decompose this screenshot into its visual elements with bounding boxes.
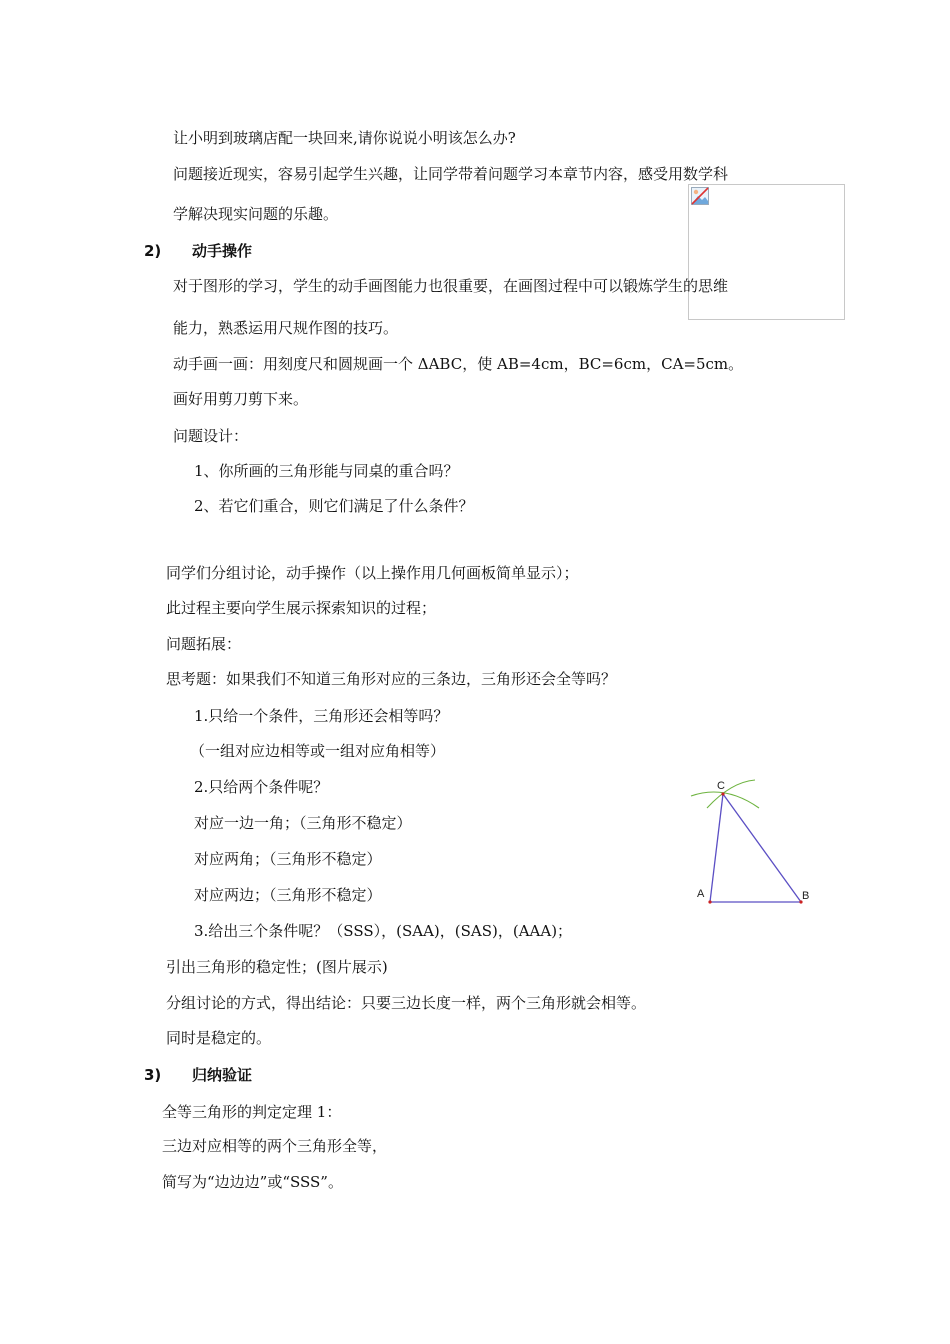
compass-arc-1 <box>691 792 759 808</box>
list-item: 1.只给一个条件，三角形还会相等吗？ <box>194 707 449 725</box>
paragraph-line: 三边对应相等的两个三角形全等， <box>162 1137 388 1155</box>
list-item: 2、若它们重合，则它们满足了什么条件？ <box>194 497 474 515</box>
paragraph-line: 简写为“边边边”或“SSS”。 <box>162 1173 343 1191</box>
paragraph-line: 对于图形的学习，学生的动手画图能力也很重要，在画图过程中可以锻炼学生的思维 <box>173 277 729 295</box>
point-c <box>721 792 724 795</box>
point-a <box>708 900 711 903</box>
list-item: 1、你所画的三角形能与同桌的重合吗？ <box>194 462 459 480</box>
section-number: 3) <box>144 1066 162 1084</box>
paragraph-line: 画好用剪刀剪下来。 <box>173 390 309 408</box>
list-item: （一组对应边相等或一组对应角相等） <box>190 742 446 760</box>
label-b: B <box>802 890 810 902</box>
paragraph-line: 思考题：如果我们不知道三角形对应的三条边，三角形还会全等吗？ <box>166 670 617 688</box>
paragraph-line: 问题拓展： <box>166 635 242 653</box>
paragraph-line: 学解决现实问题的乐趣。 <box>173 205 339 223</box>
list-item: 2.只给两个条件呢？ <box>194 778 329 796</box>
paragraph-line: 同学们分组讨论，动手操作（以上操作用几何画板简单显示）； <box>166 564 579 582</box>
list-item: 对应一边一角；（三角形不稳定） <box>194 814 412 832</box>
section-title: 归纳验证 <box>192 1066 253 1084</box>
paragraph-line: 引出三角形的稳定性；(图片展示) <box>166 958 388 976</box>
label-c: C <box>717 780 725 792</box>
paragraph-line: 分组讨论的方式，得出结论：只要三边长度一样，两个三角形就会相等。 <box>166 994 647 1012</box>
paragraph-line: 动手画一画：用刻度尺和圆规画一个 ΔABC，使 AB=4cm，BC=6cm，CA=5cm。 <box>173 355 744 373</box>
side-ac <box>710 794 723 902</box>
section-title: 动手操作 <box>192 242 253 260</box>
paragraph-line: 让小明到玻璃店配一块回来,请你说说小明该怎么办? <box>173 129 516 147</box>
paragraph-line: 同时是稳定的。 <box>166 1029 272 1047</box>
section-heading-2 <box>144 241 252 261</box>
label-a: A <box>697 888 705 900</box>
embedded-image-placeholder <box>688 184 845 320</box>
section-heading-3 <box>144 1065 252 1085</box>
paragraph-line: 全等三角形的判定定理 1： <box>162 1103 342 1121</box>
paragraph-line: 问题设计： <box>173 427 249 445</box>
broken-image-icon <box>691 187 709 205</box>
section-number: 2) <box>144 242 162 260</box>
paragraph-line: 能力，熟悉运用尺规作图的技巧。 <box>173 319 399 337</box>
side-bc <box>723 794 801 902</box>
list-item: 对应两角；（三角形不稳定） <box>194 850 382 868</box>
list-item: 对应两边；（三角形不稳定） <box>194 886 382 904</box>
paragraph-line: 问题接近现实，容易引起学生兴趣，让同学带着问题学习本章节内容，感受用数学科 <box>173 165 729 183</box>
triangle-construction-figure <box>685 772 815 912</box>
list-item: 3.给出三个条件呢？（SSS），(SAA)，(SAS)，(AAA)； <box>194 922 573 940</box>
paragraph-line: 此过程主要向学生展示探索知识的过程； <box>166 599 437 617</box>
